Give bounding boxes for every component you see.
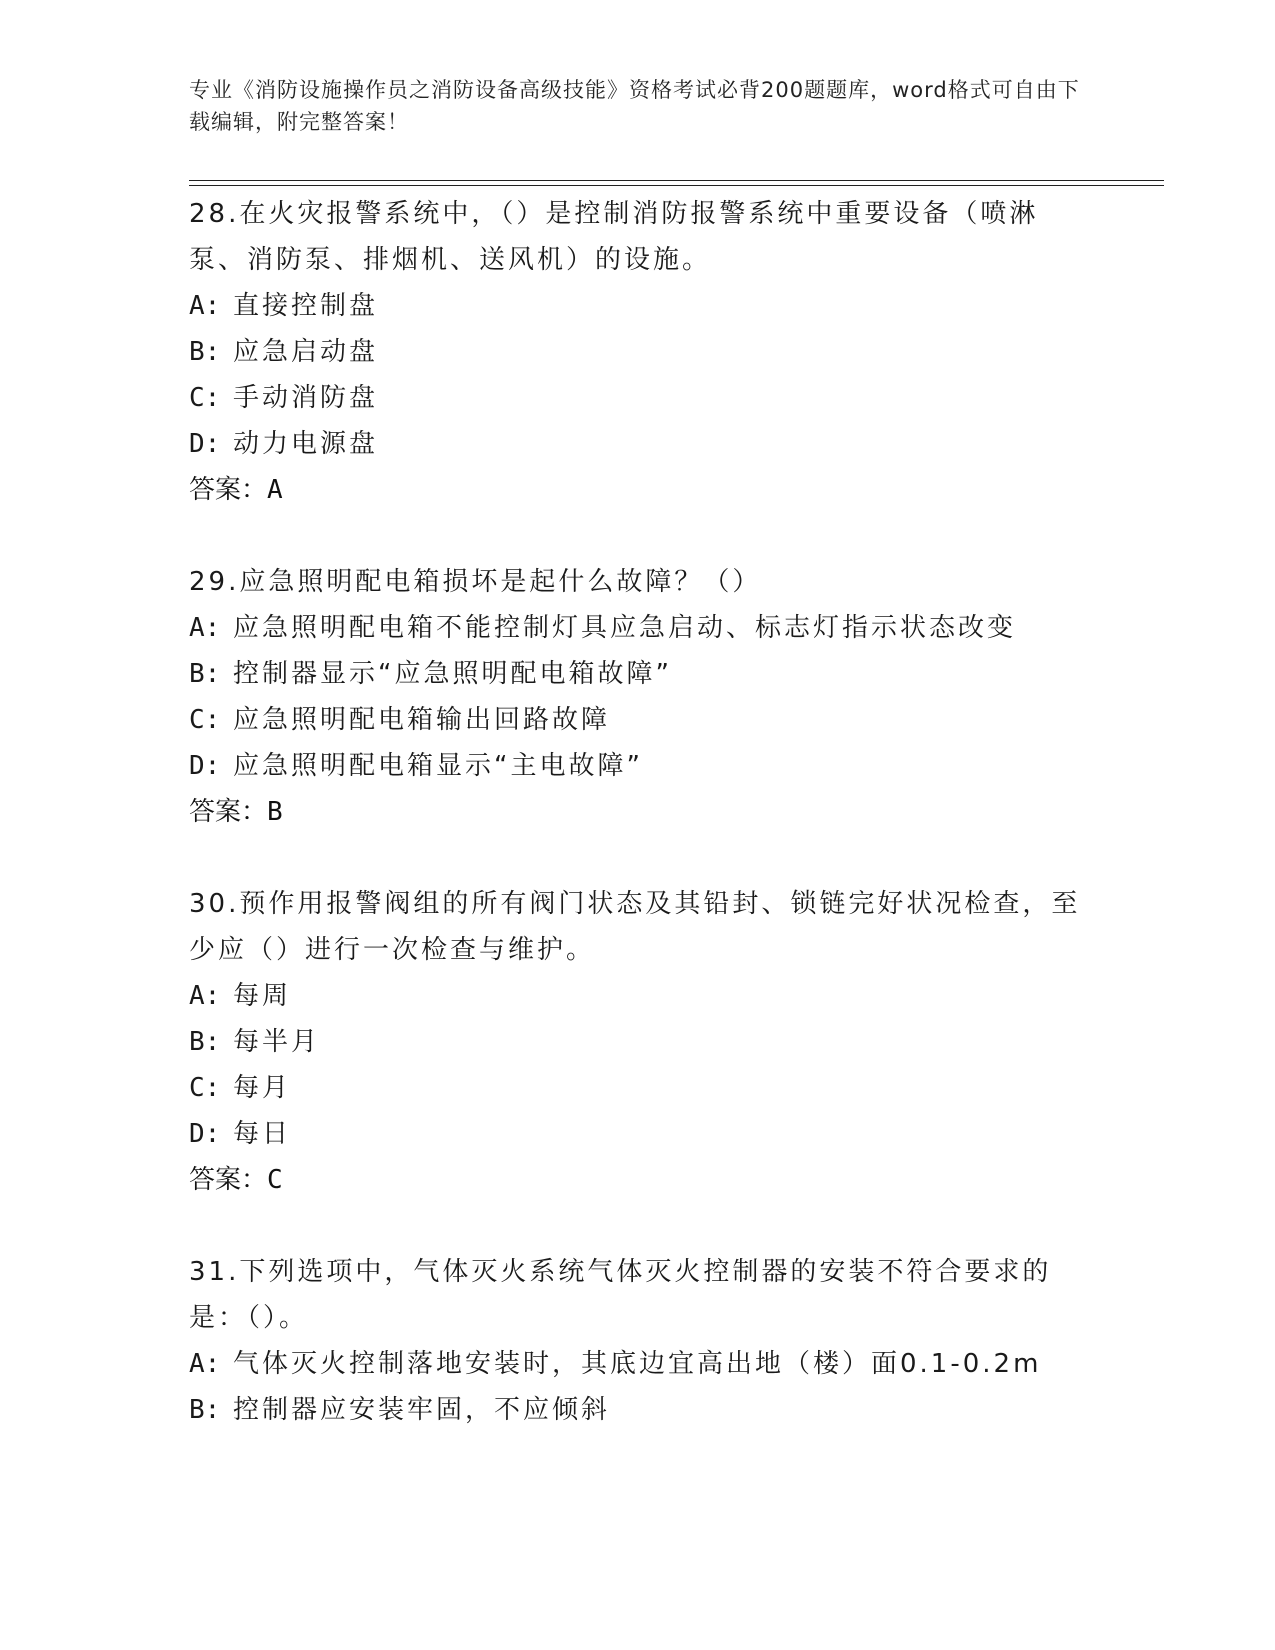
option-letter: A: [189, 291, 221, 321]
question-29 [189, 559, 1089, 835]
option-text: 控制器应安装牢固，不应倾斜 [233, 1395, 611, 1425]
question-list [189, 191, 1089, 1479]
option-letter: B: [189, 1027, 221, 1057]
option-text: 气体灭火控制落地安装时，其底边宜高出地（楼）面0.1-0.2m [233, 1349, 1042, 1379]
option-text: 应急照明配电箱显示“主电故障” [233, 751, 643, 781]
question-stem: 28.在火灾报警系统中，（）是控制消防报警系统中重要设备（喷淋泵、消防泵、排烟机、送风机）的设施。 [189, 199, 1039, 275]
header-rule-top [189, 180, 1164, 181]
question-31 [189, 1249, 1089, 1433]
question-stem: 31.下列选项中，气体灭火系统气体灭火控制器的安装不符合要求的是：（）。 [189, 1257, 1052, 1333]
option-text: 每周 [233, 981, 292, 1011]
option-letter: B: [189, 337, 221, 367]
question-stem: 30.预作用报警阀组的所有阀门状态及其铅封、锁链完好状况检查，至少应（）进行一次检查与维护。 [189, 889, 1081, 965]
answer-line [189, 1157, 1089, 1203]
option-letter: D: [189, 429, 221, 459]
question-30 [189, 881, 1089, 1203]
option-text: 每半月 [233, 1027, 321, 1057]
question-28 [189, 191, 1089, 513]
option-b [189, 1019, 1089, 1065]
option-letter: C: [189, 383, 221, 413]
option-letter: A: [189, 613, 221, 643]
answer-value: C [267, 1165, 283, 1195]
option-d [189, 421, 1089, 467]
option-c [189, 697, 1089, 743]
option-d [189, 1111, 1089, 1157]
option-letter: A: [189, 1349, 221, 1379]
option-letter: C: [189, 705, 221, 735]
option-letter: B: [189, 659, 221, 689]
option-d [189, 743, 1089, 789]
option-letter: C: [189, 1073, 221, 1103]
answer-value: A [267, 475, 283, 505]
option-b [189, 329, 1089, 375]
option-letter: D: [189, 1119, 221, 1149]
option-text: 应急启动盘 [233, 337, 379, 367]
option-c [189, 375, 1089, 421]
option-text: 直接控制盘 [233, 291, 379, 321]
answer-label: 答案： [189, 1165, 268, 1195]
option-b [189, 651, 1089, 697]
answer-label: 答案： [189, 797, 268, 827]
option-letter: B: [189, 1395, 221, 1425]
option-text: 应急照明配电箱输出回路故障 [233, 705, 611, 735]
option-text: 应急照明配电箱不能控制灯具应急启动、标志灯指示状态改变 [233, 613, 1017, 643]
option-c [189, 1065, 1089, 1111]
question-stem: 29.应急照明配电箱损坏是起什么故障？（） [189, 567, 762, 597]
header-rule-bottom [189, 185, 1164, 186]
option-text: 控制器显示“应急照明配电箱故障” [233, 659, 672, 689]
option-b [189, 1387, 1089, 1433]
answer-line [189, 789, 1089, 835]
option-text: 每月 [233, 1073, 292, 1103]
option-letter: D: [189, 751, 221, 781]
option-text: 每日 [233, 1119, 292, 1149]
option-letter: A: [189, 981, 221, 1011]
option-a [189, 1341, 1089, 1387]
option-text: 动力电源盘 [233, 429, 379, 459]
option-a [189, 605, 1089, 651]
document-header: 专业《消防设施操作员之消防设备高级技能》资格考试必背200题题库，word格式可自由下载编辑，附完整答案！ [189, 78, 1080, 134]
option-a [189, 973, 1089, 1019]
option-text: 手动消防盘 [233, 383, 379, 413]
answer-line [189, 467, 1089, 513]
answer-value: B [267, 797, 283, 827]
option-a [189, 283, 1089, 329]
answer-label: 答案： [189, 475, 268, 505]
